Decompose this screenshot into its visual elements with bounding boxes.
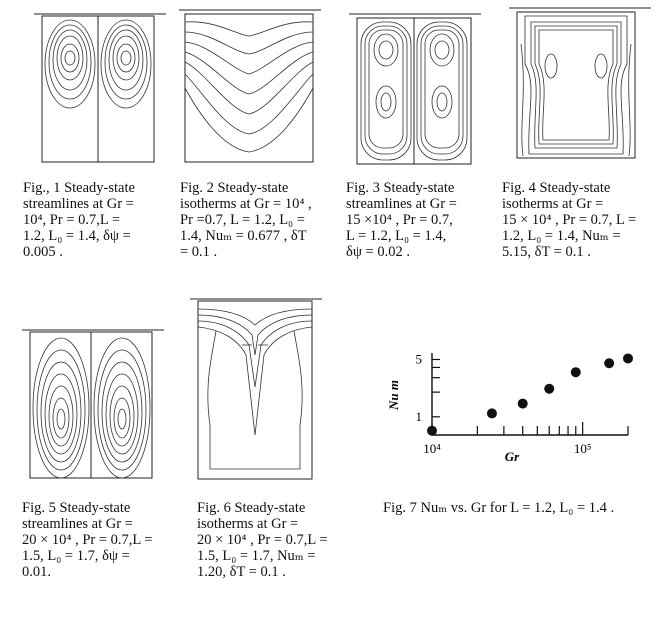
figure-7-caption xyxy=(383,500,614,516)
caption-line: Fig. 4 Steady-state xyxy=(502,180,611,196)
figure-3-caption xyxy=(346,180,457,260)
data-point xyxy=(544,384,554,394)
caption-line: 10⁴, Pr = 0.7,L = xyxy=(23,212,120,228)
data-point xyxy=(518,399,528,409)
figure-2-isotherms xyxy=(175,6,325,168)
caption-line: streamlines at Gr = xyxy=(22,516,133,532)
caption-line: isotherms at Gr = xyxy=(502,196,604,212)
figure-2-caption xyxy=(180,180,312,260)
chart-points xyxy=(427,353,633,435)
data-point xyxy=(604,358,614,368)
caption-line: 1.4, Nuₘ = 0.677 , δT xyxy=(180,228,307,244)
caption-line: Pr =0.7, L = 1.2, L₀ = xyxy=(180,212,305,228)
data-point xyxy=(427,426,437,436)
caption-line: streamlines at Gr = xyxy=(23,196,134,212)
figure-5-caption xyxy=(22,500,153,580)
caption-line: 1.5, L₀ = 1.7, δψ = xyxy=(22,548,130,564)
caption-line: 5.15, δT = 0.1 . xyxy=(502,244,591,260)
caption-line: L = 1.2, L₀ = 1.4, xyxy=(346,228,447,244)
x-axis-label: Gr xyxy=(504,449,520,464)
figure-4-isotherms xyxy=(505,4,655,166)
caption-line: 0.01. xyxy=(22,564,51,580)
x-tick-label: 10⁵ xyxy=(573,441,592,456)
caption-line: 1.5, L₀ = 1.7, Nuₘ = xyxy=(197,548,316,564)
caption-line: δψ = 0.02 . xyxy=(346,244,410,260)
y-tick-label: 5 xyxy=(415,351,422,367)
caption-line: Fig. 6 Steady-state xyxy=(197,500,306,516)
caption-line: isotherms at Gr = xyxy=(197,516,299,532)
caption-line: 20 × 10⁴ , Pr = 0.7,L = xyxy=(22,532,153,548)
caption-line: Fig. 7 Nuₘ vs. Gr for L = 1.2, L₀ = 1.4 . xyxy=(383,500,615,516)
caption-line: 15 ×10⁴ , Pr = 0.7, xyxy=(346,212,453,228)
figure-1-streamlines xyxy=(30,8,170,168)
caption-line: 20 × 10⁴ , Pr = 0.7,L = xyxy=(197,532,328,548)
caption-line: streamlines at Gr = xyxy=(346,196,457,212)
x-tick-label: 10⁴ xyxy=(423,441,441,456)
caption-line: Fig. 5 Steady-state xyxy=(22,500,131,516)
figure-3-streamlines xyxy=(345,10,485,170)
caption-line: 1.20, δT = 0.1 . xyxy=(197,564,286,580)
y-axis-label: Nu m xyxy=(386,380,401,410)
caption-line: isotherms at Gr = 10⁴ , xyxy=(180,196,312,212)
figure-6-caption xyxy=(197,500,328,580)
caption-line: 0.005 . xyxy=(23,244,63,260)
caption-line: Fig. 2 Steady-state xyxy=(180,180,289,196)
figure-1-caption xyxy=(23,180,135,260)
caption-line: 15 × 10⁴ , Pr = 0.7, L = xyxy=(502,212,637,228)
caption-line: Fig. 3 Steady-state xyxy=(346,180,455,196)
caption-line: = 0.1 . xyxy=(180,244,218,260)
data-point xyxy=(623,353,633,363)
figure-7-chart xyxy=(380,335,660,475)
figure-5-streamlines xyxy=(18,324,168,484)
caption-line: Fig., 1 Steady-state xyxy=(23,180,135,196)
data-point xyxy=(571,367,581,377)
caption-line: 1.2, L₀ = 1.4, Nuₘ = xyxy=(502,228,621,244)
caption-line: 1.2, L₀ = 1.4, δψ = xyxy=(23,228,131,244)
data-point xyxy=(487,408,497,418)
figure-6-isotherms xyxy=(186,295,326,485)
figure-4-caption xyxy=(502,180,636,260)
y-tick-label: 1 xyxy=(415,408,422,424)
